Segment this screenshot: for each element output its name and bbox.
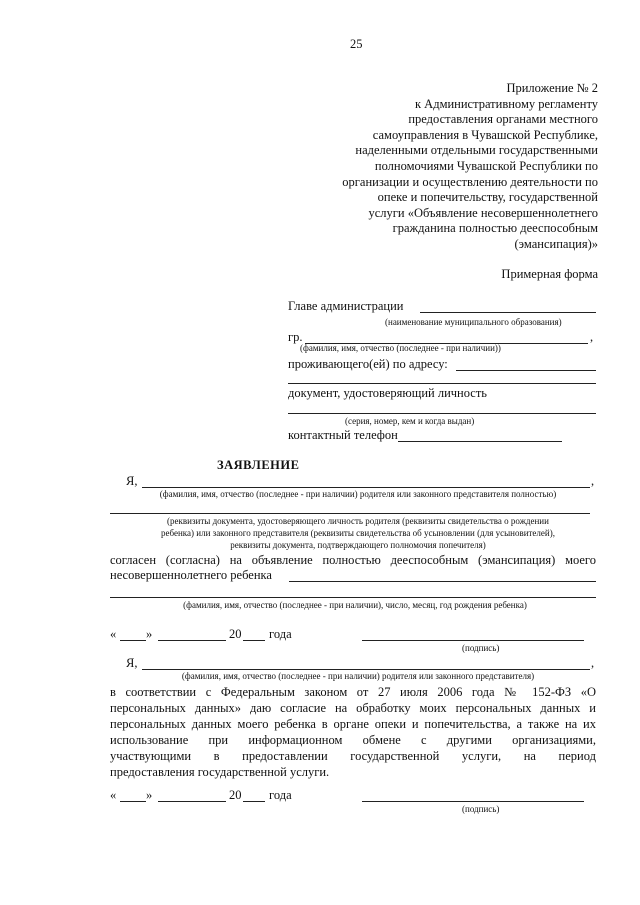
consent-text-line-2: несовершеннолетнего ребенка xyxy=(110,568,272,582)
date2-close-quote: » xyxy=(146,788,153,802)
date-close-quote: » xyxy=(146,627,153,641)
id-doc-field-line[interactable] xyxy=(288,413,596,414)
requisites-caption-1: (реквизиты документа, удостоверяющего личность родителя (реквизиты свидетельства о рождении xyxy=(167,516,549,526)
consent-text-line-1: согласен (согласна) на объявление полностью дееспособным (эмансипация) моего xyxy=(110,553,596,567)
address-field-line[interactable] xyxy=(456,370,596,371)
citizen-suffix: , xyxy=(590,330,594,344)
citizen-prefix: гр. xyxy=(288,330,303,344)
signature-caption: (подпись) xyxy=(462,643,500,653)
page-number: 25 xyxy=(350,37,363,51)
parent-name-field-line[interactable] xyxy=(142,487,590,488)
id-doc-label: документ, удостоверяющий личность xyxy=(288,386,488,400)
day2-field-line[interactable] xyxy=(120,801,146,802)
day-field-line[interactable] xyxy=(120,640,146,641)
address-field-line-2[interactable] xyxy=(288,383,596,384)
consent-i-label: Я, xyxy=(126,656,138,670)
date-open-quote: « xyxy=(110,627,117,641)
document-title: ЗАЯВЛЕНИЕ xyxy=(217,458,300,472)
citizen-caption: (фамилия, имя, отчество (последнее - при наличии)) xyxy=(300,343,501,353)
header-line: услуги «Объявление несовершеннолетнего xyxy=(368,205,598,220)
year2-prefix: 20 xyxy=(229,788,242,802)
requisites-caption-2: ребенка) или законного представителя (реквизиты свидетельства об усыновлении (для усыновителей), xyxy=(161,528,555,538)
head-field-line[interactable] xyxy=(420,312,596,313)
date2-open-quote: « xyxy=(110,788,117,802)
phone-field-line[interactable] xyxy=(398,441,562,442)
child-field-line-2[interactable] xyxy=(110,597,596,598)
consent-paragraph-last-line: предоставления государственной услуги. xyxy=(110,765,330,779)
year-suffix: года xyxy=(269,627,292,641)
consent-paragraph-line: участвующими в предоставлении государственной услуги, на период xyxy=(110,749,596,763)
head-caption: (наименование муниципального образования) xyxy=(385,317,562,327)
consent-paragraph-line: персональных данных» даю согласие на обработку моих персональных данных и xyxy=(110,701,596,715)
header-line: к Административному регламенту xyxy=(414,96,598,111)
header-line: наделенными отдельными государственными xyxy=(355,143,598,158)
year2-suffix: года xyxy=(269,788,292,802)
header-line: Приложение № 2 xyxy=(506,81,598,95)
id-doc-caption: (серия, номер, кем и когда выдан) xyxy=(345,416,475,426)
signature-field-line[interactable] xyxy=(362,640,584,641)
month-field-line[interactable] xyxy=(158,640,226,641)
requisites-caption-3: реквизиты документа, подтверждающего полномочия попечителя) xyxy=(230,540,486,550)
consent-person-field-line[interactable] xyxy=(142,669,590,670)
parent-caption: (фамилия, имя, отчество (последнее - при наличии) родителя или законного представителя полностью) xyxy=(159,489,557,499)
year2-field-line[interactable] xyxy=(243,801,265,802)
address-label: проживающего(ей) по адресу: xyxy=(288,357,448,371)
appendix-header xyxy=(198,81,598,253)
consent-i-suffix: , xyxy=(591,656,595,670)
head-label: Главе администрации xyxy=(288,299,404,313)
year-field-line[interactable] xyxy=(243,640,265,641)
statement-i-label: Я, xyxy=(126,474,138,488)
signature2-caption: (подпись) xyxy=(462,804,500,814)
header-line: самоуправления в Чувашской Республике, xyxy=(372,127,598,142)
child-caption: (фамилия, имя, отчество (последнее - при наличии), число, месяц, год рождения ребенка) xyxy=(183,600,527,610)
requisites-field-line[interactable] xyxy=(110,513,590,514)
header-line: (эмансипация)» xyxy=(514,236,598,251)
header-line: гражданина полностью дееспособным xyxy=(392,221,598,236)
child-field-line[interactable] xyxy=(289,581,596,582)
header-line: предоставления органами местного xyxy=(408,112,598,127)
consent-paragraph-line: персональных данных моего ребенка в органе опеки и попечительства, а также на их xyxy=(110,717,596,731)
consent-paragraph xyxy=(110,684,596,780)
consent-paragraph-line: использование при информационном обмене с другими организациями, xyxy=(110,733,596,747)
year-prefix: 20 xyxy=(229,627,242,641)
header-line: опеке и попечительству, государственной xyxy=(377,190,598,205)
form-type-label: Примерная форма xyxy=(501,267,598,281)
consent-paragraph-line: в соответствии с Федеральным законом от 27 июля 2006 года № 152-ФЗ «О xyxy=(110,685,596,699)
phone-label: контактный телефон xyxy=(288,428,398,442)
header-line: полномочиями Чувашской Республики по xyxy=(374,158,598,173)
consent-person-caption: (фамилия, имя, отчество (последнее - при наличии) родителя или законного представителя) xyxy=(181,671,535,681)
signature2-field-line[interactable] xyxy=(362,801,584,802)
month2-field-line[interactable] xyxy=(158,801,226,802)
statement-i-suffix: , xyxy=(591,474,595,488)
header-line: организации и осуществлению деятельности по xyxy=(342,174,598,189)
